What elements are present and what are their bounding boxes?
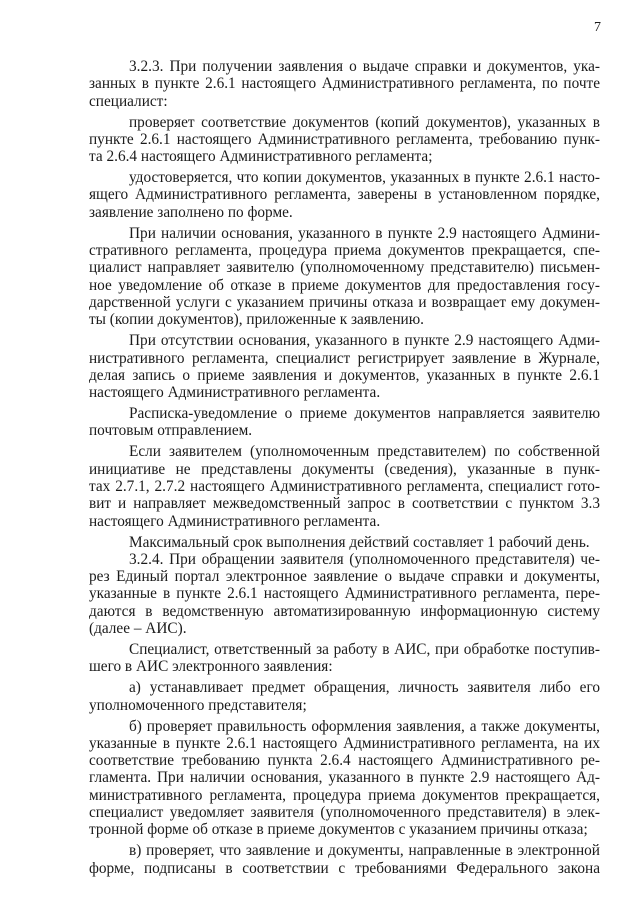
- text-line: инициативе не представлены документы (сведения), указанные в пунк-: [89, 460, 600, 478]
- text-line: ящего Административного регламента, заверены в установленном порядке,: [89, 186, 600, 204]
- text-line: почтовым отправлением.: [89, 422, 253, 440]
- text-line: При наличии основания, указанного в пункте 2.9 настоящего Админи-: [129, 224, 600, 242]
- text-line: а) устанавливает предмет обращения, личность заявителя либо его: [129, 679, 600, 697]
- text-line: гламента. При наличии основания, указанного в пункте 2.9 настоящего Ад-: [89, 769, 600, 787]
- text-line: нистративного регламента, специалист регистрирует заявление в Журнале,: [89, 349, 600, 367]
- text-line: Расписка-уведомление о приеме документов направляется заявителю: [129, 405, 600, 423]
- text-line: дарственной услуги с указанием причины отказа и возвращает ему докумен-: [89, 293, 600, 311]
- text-line: даются в ведомственную автоматизированную информационную систему: [89, 602, 600, 620]
- text-line: соответствие требованию пункта 2.6.4 настоящего Административного ре-: [89, 752, 600, 770]
- text-line: проверяет соответствие документов (копий документов), указанных в: [129, 113, 600, 131]
- text-line: стративного регламента, процедура приема документов прекращается, спе-: [89, 242, 600, 260]
- page-number: 7: [594, 20, 601, 35]
- text-line: министративного регламента, процедура приема документов прекращается,: [89, 786, 600, 804]
- text-line: настоящего Административного регламента.: [89, 512, 381, 530]
- text-line: заявление заполнено по форме.: [89, 203, 293, 221]
- text-line: 3.2.4. При обращении заявителя (уполномоченного представителя) че-: [129, 550, 600, 568]
- text-line: 3.2.3. При получении заявления о выдаче справки и документов, ука-: [129, 58, 600, 75]
- text-line: Специалист, ответственный за работу в АИС, при обработке поступив-: [129, 641, 600, 658]
- text-line: пункте 2.6.1 настоящего Административного регламента, требованию пунк-: [89, 130, 600, 148]
- text-line: в) проверяет, что заявление и документы, направленные в электронной: [129, 842, 600, 860]
- text-line: указанные в пункте 2.6.1 настоящего Административного регламента, пере-: [89, 585, 600, 603]
- text-line: тронной форме об отказе в приеме документов с указанием причины отказа;: [89, 821, 588, 839]
- text-line: б) проверяет правильность оформления заявления, а также документы,: [129, 717, 600, 735]
- document-body: [89, 58, 600, 877]
- text-line: Если заявителем (уполномоченным представителем) по собственной: [129, 443, 600, 461]
- text-line: специалист уведомляет заявителя (уполномоченного представителя) в элек-: [89, 804, 600, 822]
- text-line: указанные в пункте 2.6.1 настоящего Административного регламента, на их: [89, 734, 600, 752]
- text-line: (далее – АИС).: [89, 620, 187, 638]
- text-line: форме, подписаны в соответствии с требованиями Федерального закона: [89, 859, 600, 877]
- text-line: уполномоченного представителя;: [89, 696, 307, 714]
- text-line: тах 2.7.1, 2.7.2 настоящего Административного регламента, специалист гото-: [89, 477, 600, 495]
- text-line: шего в АИС электронного заявления:: [89, 658, 333, 676]
- text-line: та 2.6.4 настоящего Административного регламента;: [89, 148, 433, 166]
- text-line: специалист:: [89, 92, 168, 110]
- text-line: вит и направляет межведомственный запрос в соответствии с пунктом 3.3: [89, 495, 600, 513]
- text-line: настоящего Административного регламента.: [89, 384, 381, 402]
- text-line: ты (копии документов), приложенные к заявлению.: [89, 311, 424, 329]
- text-line: циалист направляет заявителю (уполномоченному представителю) письмен-: [89, 259, 600, 277]
- text-line: ное уведомление об отказе в приеме документов для предоставления госу-: [89, 276, 600, 294]
- text-line: При отсутствии основания, указанного в пункте 2.9 настоящего Адми-: [129, 332, 600, 350]
- text-line: Максимальный срок выполнения действий составляет 1 рабочий день.: [129, 533, 590, 551]
- text-line: делая запись о приеме заявления и документов, указанных в пункте 2.6.1: [89, 366, 600, 384]
- text-line: рез Единый портал электронное заявление о выдаче справки и документы,: [89, 568, 600, 586]
- text-line: удостоверяется, что копии документов, указанных в пункте 2.6.1 насто-: [129, 169, 600, 187]
- text-line: занных в пункте 2.6.1 настоящего Административного регламента, по почте: [89, 75, 600, 93]
